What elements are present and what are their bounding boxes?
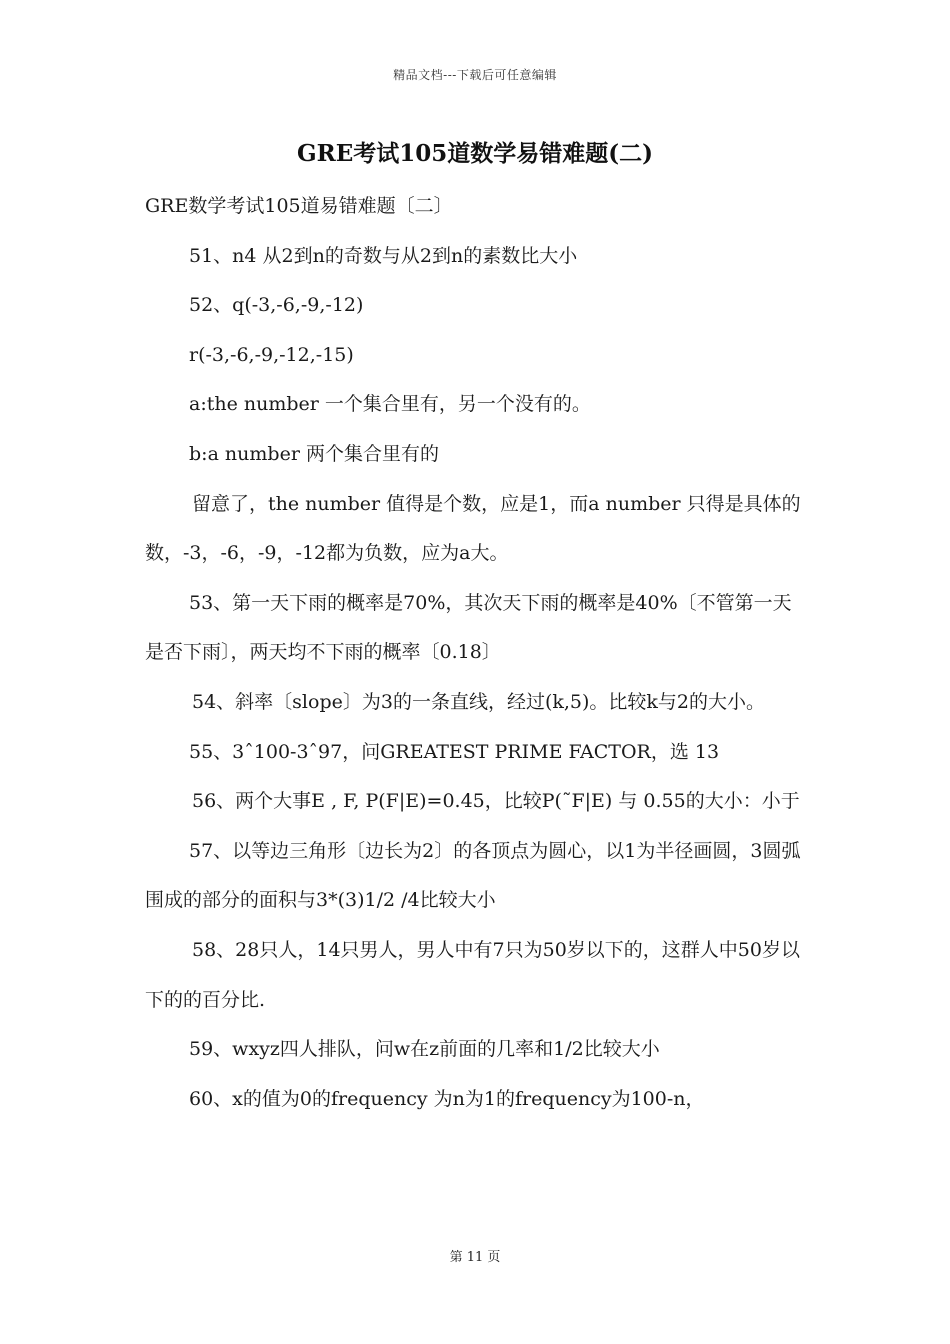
paragraph-q52-r: r(-3,-6,-9,-12,-15) bbox=[189, 343, 354, 366]
paragraph-q54: 54、斜率〔slope〕为3的一条直线，经过(k,5)。比较k与2的大小。 bbox=[192, 690, 766, 713]
paragraph-q55: 55、3ˆ100-3ˆ97，问GREATEST PRIME FACTOR，选 13 bbox=[189, 740, 720, 763]
paragraph-q53: 53、第一天下雨的概率是70%，其次天下雨的概率是40%〔不管第一天是否下雨〕，两天均不下雨的概率〔0.18〕 bbox=[145, 591, 792, 664]
document-title: GRE考试105道数学易错难题(二) bbox=[296, 140, 654, 167]
paragraph-q52-note: 留意了，the number 值得是个数，应是1，而a number 只得是具体的数，-3，-6，-9，-12都为负数，应为a大。 bbox=[145, 492, 801, 565]
paragraph-subtitle: GRE数学考试105道易错难题〔二〕 bbox=[145, 195, 453, 217]
paragraph-q59: 59、wxyz四人排队，问w在z前面的几率和1/2比较大小 bbox=[189, 1038, 660, 1061]
paragraph-q60: 60、x的值为0的frequency 为n为1的frequency为100-n， bbox=[189, 1087, 705, 1110]
page-number: 第 11 页 bbox=[449, 1250, 501, 1265]
paragraph-q56: 56、两个大事E , F, P(F|E)=0.45，比较P(˜F|E) 与 0.55的大小：小于 bbox=[192, 790, 800, 813]
document-body bbox=[145, 182, 810, 1124]
paragraph-q51: 51、n4 从2到n的奇数与从2到n的素数比大小 bbox=[189, 244, 578, 267]
page-header: 精品文档---下载后可任意编辑 bbox=[393, 68, 557, 82]
paragraph-q52-b: b:a number 两个集合里有的 bbox=[189, 442, 439, 465]
paragraph-q52: 52、q(-3,-6,-9,-12) bbox=[189, 294, 364, 317]
paragraph-q57: 57、以等边三角形〔边长为2〕的各顶点为圆心，以1为半径画圆，3圆弧围成的部分的面积与3*(3)1/2 /4比较大小 bbox=[145, 839, 801, 912]
paragraph-q58: 58、28只人，14只男人，男人中有7只为50岁以下的，这群人中50岁以下的的百分比. bbox=[145, 938, 800, 1011]
paragraph-q52-a: a:the number 一个集合里有，另一个没有的。 bbox=[189, 393, 591, 416]
